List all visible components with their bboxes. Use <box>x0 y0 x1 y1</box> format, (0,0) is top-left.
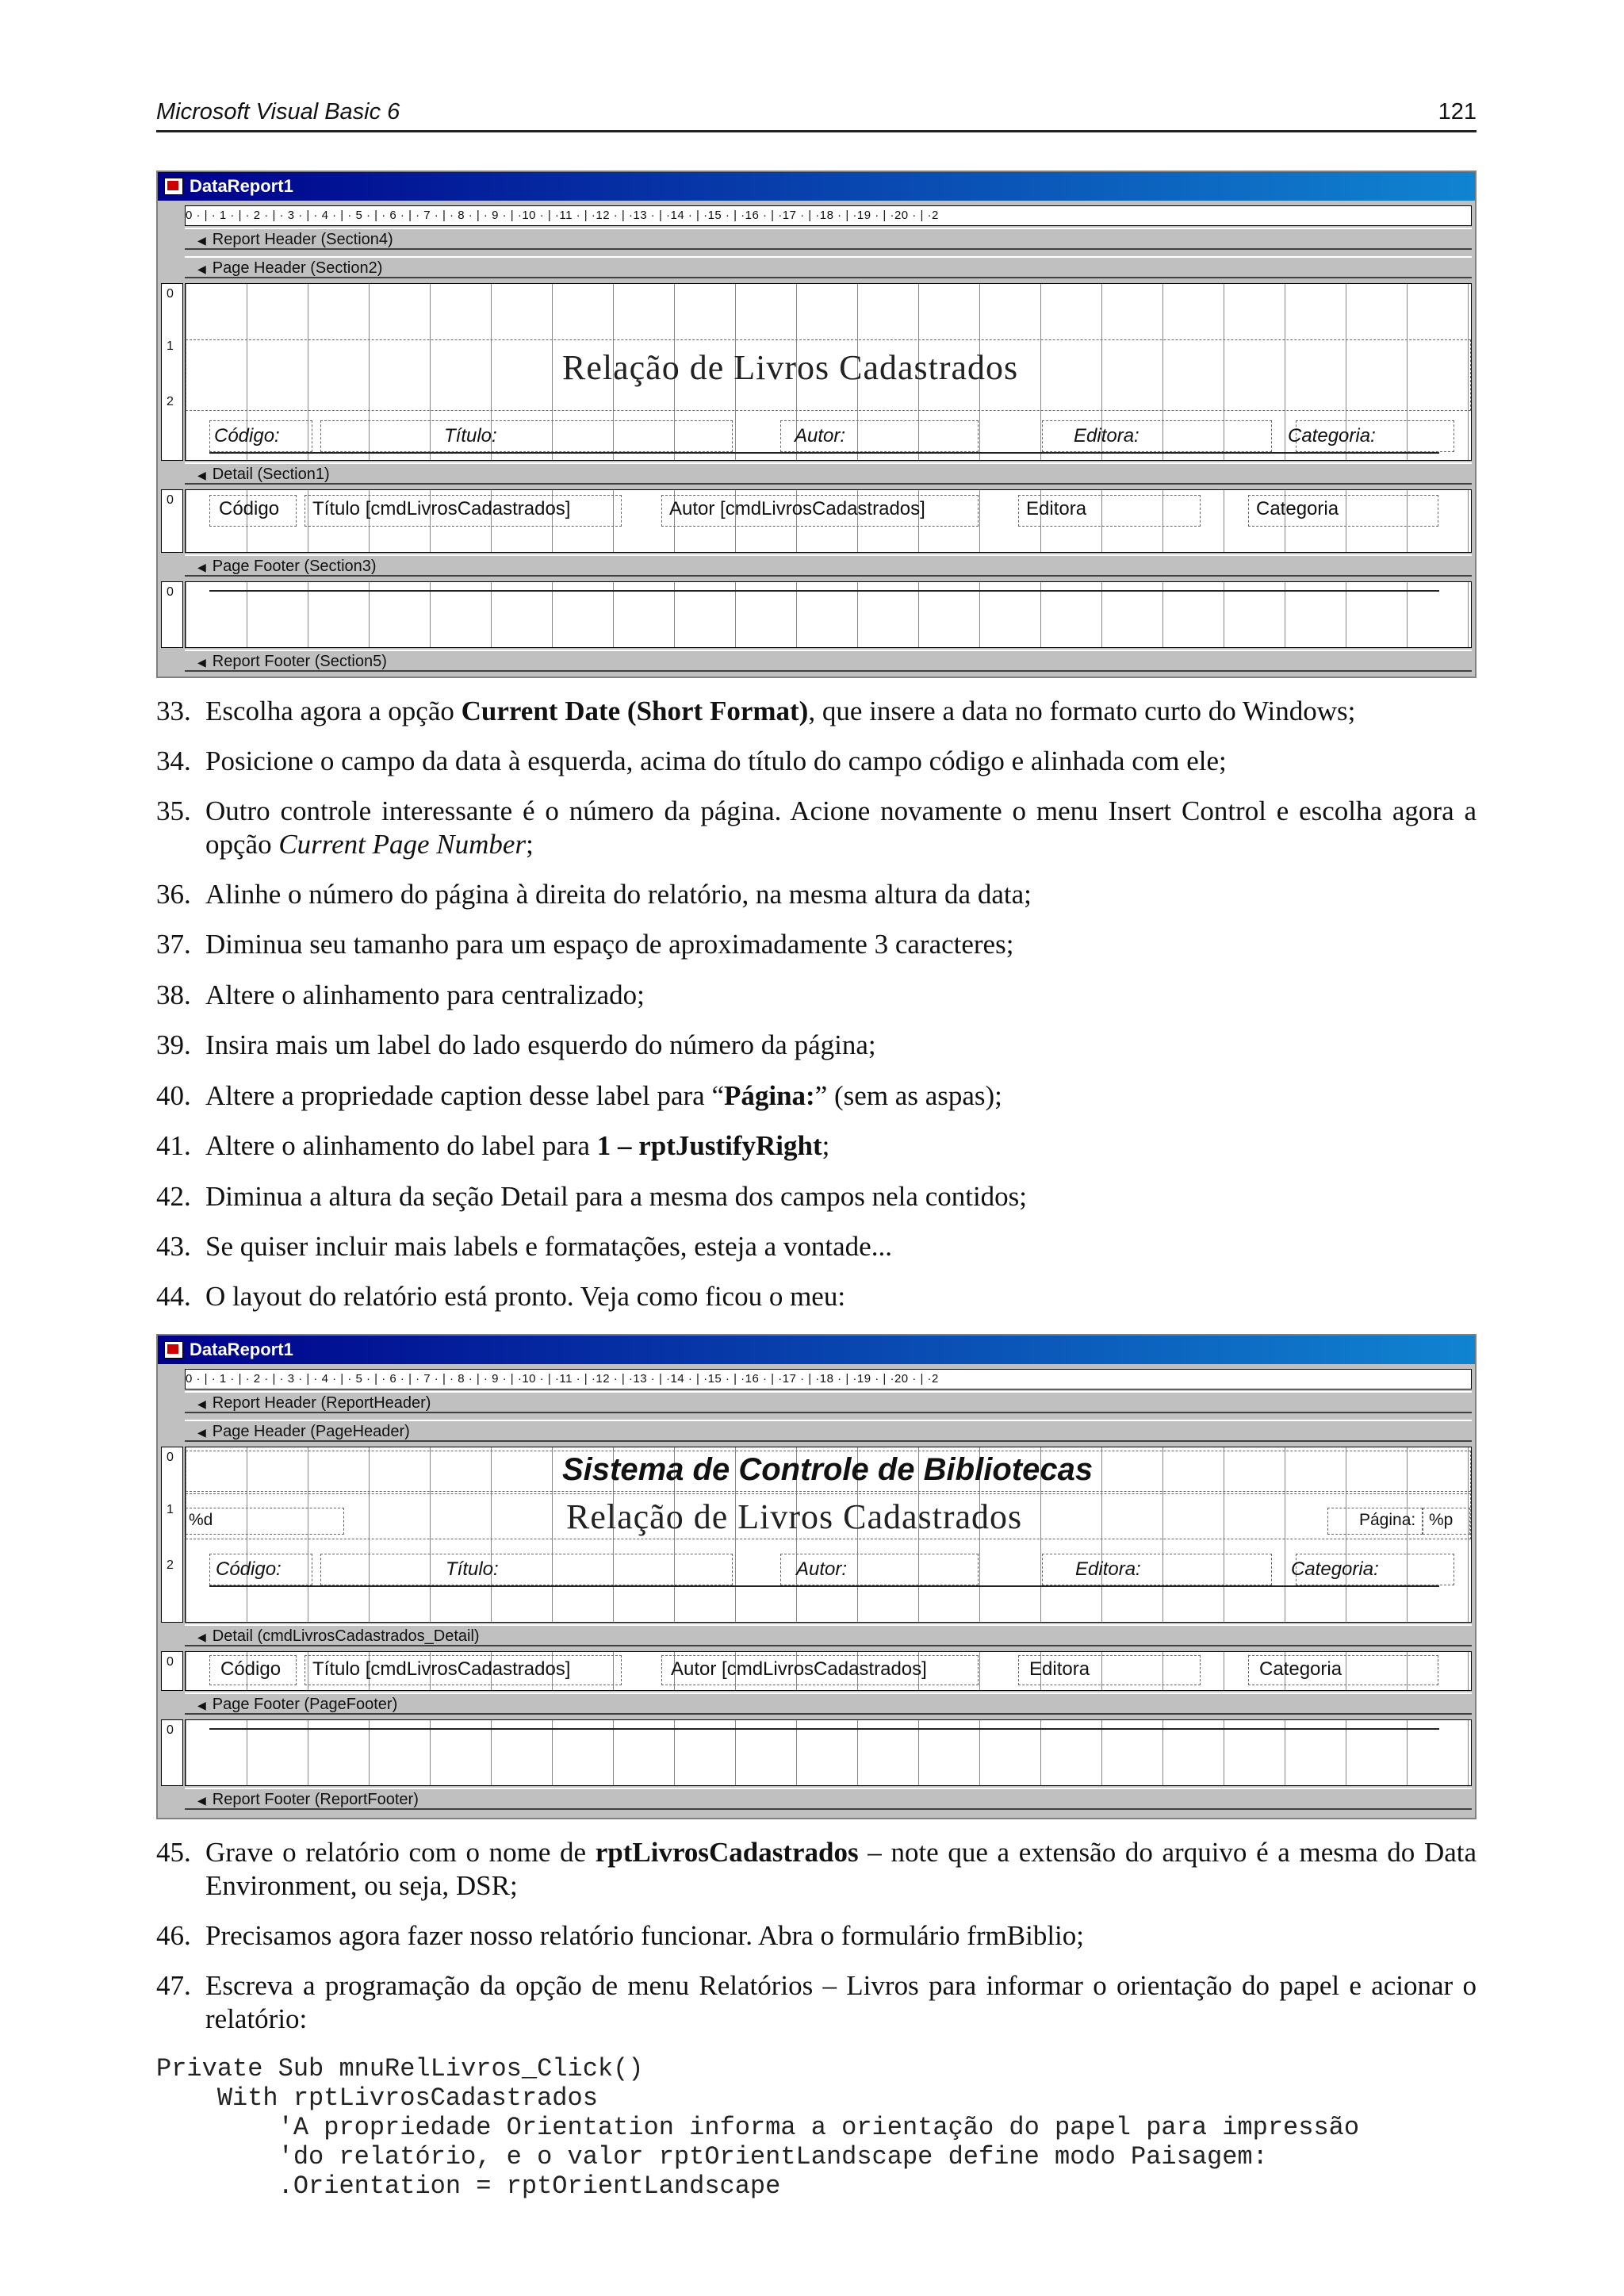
code-line: .Orientation = rptOrientLandscape <box>156 2171 781 2201</box>
header-underline <box>209 1585 1439 1587</box>
report-heading: Relação de Livros Cadastrados <box>566 1497 1023 1536</box>
step-35: 35. Outro controle interessante é o número da página. Acione novamente o menu Insert Control e escolha agora a opção Current Page Number; <box>156 795 1477 860</box>
step-36: 36. Alinhe o número do página à direita do relatório, na mesma altura da data; <box>156 879 1032 910</box>
book-title: Microsoft Visual Basic 6 <box>156 99 400 125</box>
step-45: 45. Grave o relatório com o nome de rptLivrosCadastrados – note que a extensão do arquivo é a mesma do Data Environment, ou seja, DSR; <box>156 1837 1477 1901</box>
label-autor: Autor: <box>795 425 846 447</box>
window-titlebar[interactable] <box>158 172 1475 201</box>
datareport-icon <box>164 178 183 195</box>
band-arrow-icon: ◀ <box>197 469 206 481</box>
horizontal-ruler: 0 · | · 1 · | · 2 · | · 3 · | · 4 · | · 5 · | · 6 · | · 7 · | · 8 · | · 9 · | ·10 · | ·11 · | ·12 · | ·13 · | ·14 · | ·15 · | ·16 · | ·17 · | ·18 · | ·19 · | ·20 · | ·2 <box>185 1369 1472 1389</box>
label-codigo: Código: <box>214 425 280 447</box>
step-40: 40. Altere a propriedade caption desse label para “Página:” (sem as aspas); <box>156 1080 1002 1111</box>
field-codigo: Código <box>219 498 280 519</box>
vertical-ruler: 0 <box>161 1719 183 1786</box>
band-arrow-icon: ◀ <box>197 656 206 669</box>
band-detail[interactable]: ◀ Detail (Section1) <box>185 462 1472 485</box>
page-footer-section[interactable] <box>185 581 1472 648</box>
step-39: 39. Insira mais um label do lado esquerdo do número da página; <box>156 1029 876 1060</box>
band-report-header[interactable]: ◀ Report Header (Section4) <box>185 228 1472 250</box>
system-heading: Sistema de Controle de Bibliotecas <box>562 1452 1094 1487</box>
label-box[interactable] <box>320 1554 733 1585</box>
band-detail[interactable]: ◀ Detail (cmdLivrosCadastrados_Detail) <box>185 1624 1472 1646</box>
band-page-footer[interactable]: ◀ Page Footer (PageFooter) <box>185 1692 1472 1715</box>
date-field: %d <box>189 1511 213 1529</box>
band-page-header[interactable]: ◀ Page Header (Section2) <box>185 256 1472 278</box>
band-arrow-icon: ◀ <box>197 263 206 275</box>
running-header <box>156 92 1477 132</box>
code-line: Private Sub mnuRelLivros_Click() <box>156 2054 644 2083</box>
label-codigo: Código: <box>216 1558 282 1580</box>
step-46: 46. Precisamos agora fazer nosso relatório funcionar. Abra o formulário frmBiblio; <box>156 1920 1085 1951</box>
label-titulo: Título: <box>444 425 497 447</box>
label-categoria: Categoria: <box>1288 425 1376 447</box>
field-categoria: Categoria <box>1259 1658 1342 1680</box>
band-arrow-icon: ◀ <box>197 561 206 573</box>
band-page-footer[interactable]: ◀ Page Footer (Section3) <box>185 554 1472 577</box>
label-editora: Editora: <box>1074 425 1139 447</box>
field-titulo: Título [cmdLivrosCadastrados] <box>312 498 571 519</box>
step-44: 44. O layout do relatório está pronto. Veja como ficou o meu: <box>156 1281 846 1312</box>
vertical-ruler: 0 <box>161 489 183 553</box>
band-arrow-icon: ◀ <box>197 234 206 247</box>
step-38: 38. Altere o alinhamento para centralizado; <box>156 979 645 1010</box>
vertical-ruler: 0 <box>161 1651 183 1691</box>
step-37: 37. Diminua seu tamanho para um espaço de aproximadamente 3 caracteres; <box>156 929 1014 960</box>
band-arrow-icon: ◀ <box>197 1631 206 1643</box>
page-number: 121 <box>1438 99 1477 125</box>
band-report-header[interactable]: ◀ Report Header (ReportHeader) <box>185 1391 1472 1413</box>
band-arrow-icon: ◀ <box>197 1794 206 1807</box>
window-title: DataReport1 <box>190 176 293 196</box>
band-arrow-icon: ◀ <box>197 1699 206 1711</box>
label-editora: Editora: <box>1075 1558 1141 1580</box>
footer-line <box>209 590 1439 592</box>
field-autor: Autor [cmdLivrosCadastrados] <box>669 498 925 519</box>
label-titulo: Título: <box>446 1558 499 1580</box>
step-33: 33. Escolha agora a opção Current Date (Short Format), que insere a data no formato curto do Windows; <box>156 696 1356 726</box>
field-editora: Editora <box>1026 498 1087 519</box>
page-header-section[interactable] <box>185 1447 1472 1623</box>
header-underline <box>209 452 1439 454</box>
vertical-ruler: 0 1 2 <box>161 283 183 461</box>
band-report-footer[interactable]: ◀ Report Footer (ReportFooter) <box>185 1788 1472 1810</box>
step-42: 42. Diminua a altura da seção Detail para a mesma dos campos nela contidos; <box>156 1181 1028 1212</box>
band-page-header[interactable]: ◀ Page Header (PageHeader) <box>185 1420 1472 1442</box>
field-codigo: Código <box>220 1658 282 1680</box>
vertical-ruler: 0 1 2 <box>161 1447 183 1623</box>
step-41: 41. Altere o alinhamento do label para 1 – rptJustifyRight; <box>156 1130 830 1161</box>
band-arrow-icon: ◀ <box>197 1397 206 1410</box>
window-titlebar[interactable] <box>158 1336 1475 1364</box>
step-34: 34. Posicione o campo da data à esquerda, acima do título do campo código e alinhada com ele; <box>156 746 1227 776</box>
datareport-icon <box>164 1341 183 1359</box>
band-arrow-icon: ◀ <box>197 1426 206 1439</box>
band-report-footer[interactable]: ◀ Report Footer (Section5) <box>185 650 1472 672</box>
code-line: 'A propriedade Orientation informa a orientação do papel para impressão <box>156 2113 1360 2142</box>
step-47: 47. Escreva a programação da opção de menu Relatórios – Livros para informar o orientação do papel e acionar o relatório: <box>156 1970 1477 2034</box>
window-title: DataReport1 <box>190 1340 293 1359</box>
code-line: With rptLivrosCadastrados <box>156 2083 598 2113</box>
page-field: %p <box>1429 1511 1454 1529</box>
field-categoria: Categoria <box>1256 498 1339 519</box>
label-categoria: Categoria: <box>1291 1558 1379 1580</box>
page-label: Página: <box>1359 1511 1416 1529</box>
detail-section[interactable] <box>185 1651 1472 1691</box>
field-autor: Autor [cmdLivrosCadastrados] <box>671 1658 927 1680</box>
field-editora: Editora <box>1029 1658 1090 1680</box>
step-43: 43. Se quiser incluir mais labels e formatações, esteja a vontade... <box>156 1231 892 1262</box>
vertical-ruler: 0 <box>161 581 183 648</box>
footer-line <box>209 1728 1439 1730</box>
code-line: 'do relatório, e o valor rptOrientLandscape define modo Paisagem: <box>156 2142 1268 2171</box>
report-heading: Relação de Livros Cadastrados <box>562 348 1019 387</box>
page-header-section[interactable] <box>185 283 1472 461</box>
label-autor: Autor: <box>796 1558 848 1580</box>
datareport-window-1 <box>156 171 1477 678</box>
horizontal-ruler: 0 · | · 1 · | · 2 · | · 3 · | · 4 · | · 5 · | · 6 · | · 7 · | · 8 · | · 9 · | ·10 · | ·11 · | ·12 · | ·13 · | ·14 · | ·15 · | ·16 · | ·17 · | ·18 · | ·19 · | ·20 · | ·2 <box>185 205 1472 226</box>
label-box[interactable] <box>320 420 733 452</box>
field-titulo: Título [cmdLivrosCadastrados] <box>312 1658 571 1680</box>
detail-section[interactable] <box>185 489 1472 553</box>
page-footer-section[interactable] <box>185 1719 1472 1786</box>
datareport-window-2 <box>156 1334 1477 1819</box>
